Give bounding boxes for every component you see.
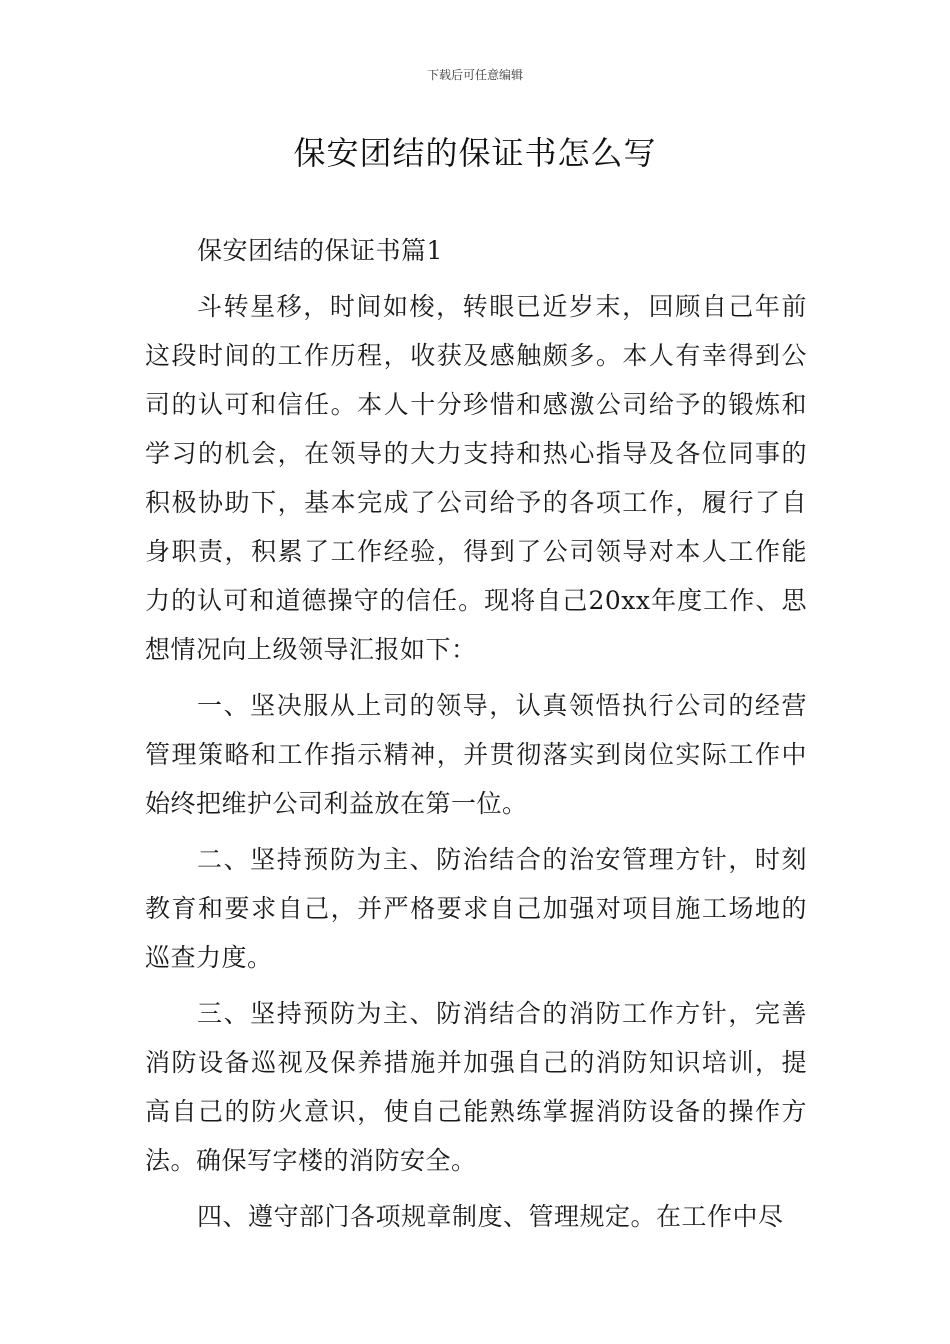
header-note: 下载后可任意编辑 xyxy=(426,68,523,82)
paragraph-item-2: 二、坚持预防为主、防治结合的治安管理方针，时刻教育和要求自己，并严格要求自己加强对项目施工场地的巡查力度。 xyxy=(145,845,807,972)
paragraph-intro: 斗转星移，时间如梭，转眼已近岁末，回顾自己年前这段时间的工作历程，收获及感触颇多。本人有幸得到公司的认可和信任。本人十分珍惜和感激公司给予的锻炼和学习的机会，在领导的大力支持和热心指导及各位同事的积极协助下，基本完成了公司给予的各项工作，履行了自身职责，积累了工作经验，得到了公司领导对本人工作能力的认可和道德操守的信任。现将自己20xx年度工作、思想情况向上级领导汇报如下： xyxy=(145,292,807,664)
paragraph-item-3: 三、坚持预防为主、防消结合的消防工作方针，完善消防设备巡视及保养措施并加强自己的消防知识培训，提高自己的防火意识，使自己能熟练掌握消防设备的操作方法。确保写字楼的消防安全。 xyxy=(145,999,807,1175)
document-body xyxy=(145,226,807,1248)
paragraph-item-4: 四、遵守部门各项规章制度、管理规定。在工作中尽 xyxy=(197,1202,784,1231)
section-heading: 保安团结的保证书篇1 xyxy=(197,236,443,265)
paragraph-item-1: 一、坚决服从上司的领导，认真领悟执行公司的经营管理策略和工作指示精神，并贯彻落实到岗位实际工作中始终把维护公司利益放在第一位。 xyxy=(145,691,807,818)
document-title: 保安团结的保证书怎么写 xyxy=(293,134,657,172)
